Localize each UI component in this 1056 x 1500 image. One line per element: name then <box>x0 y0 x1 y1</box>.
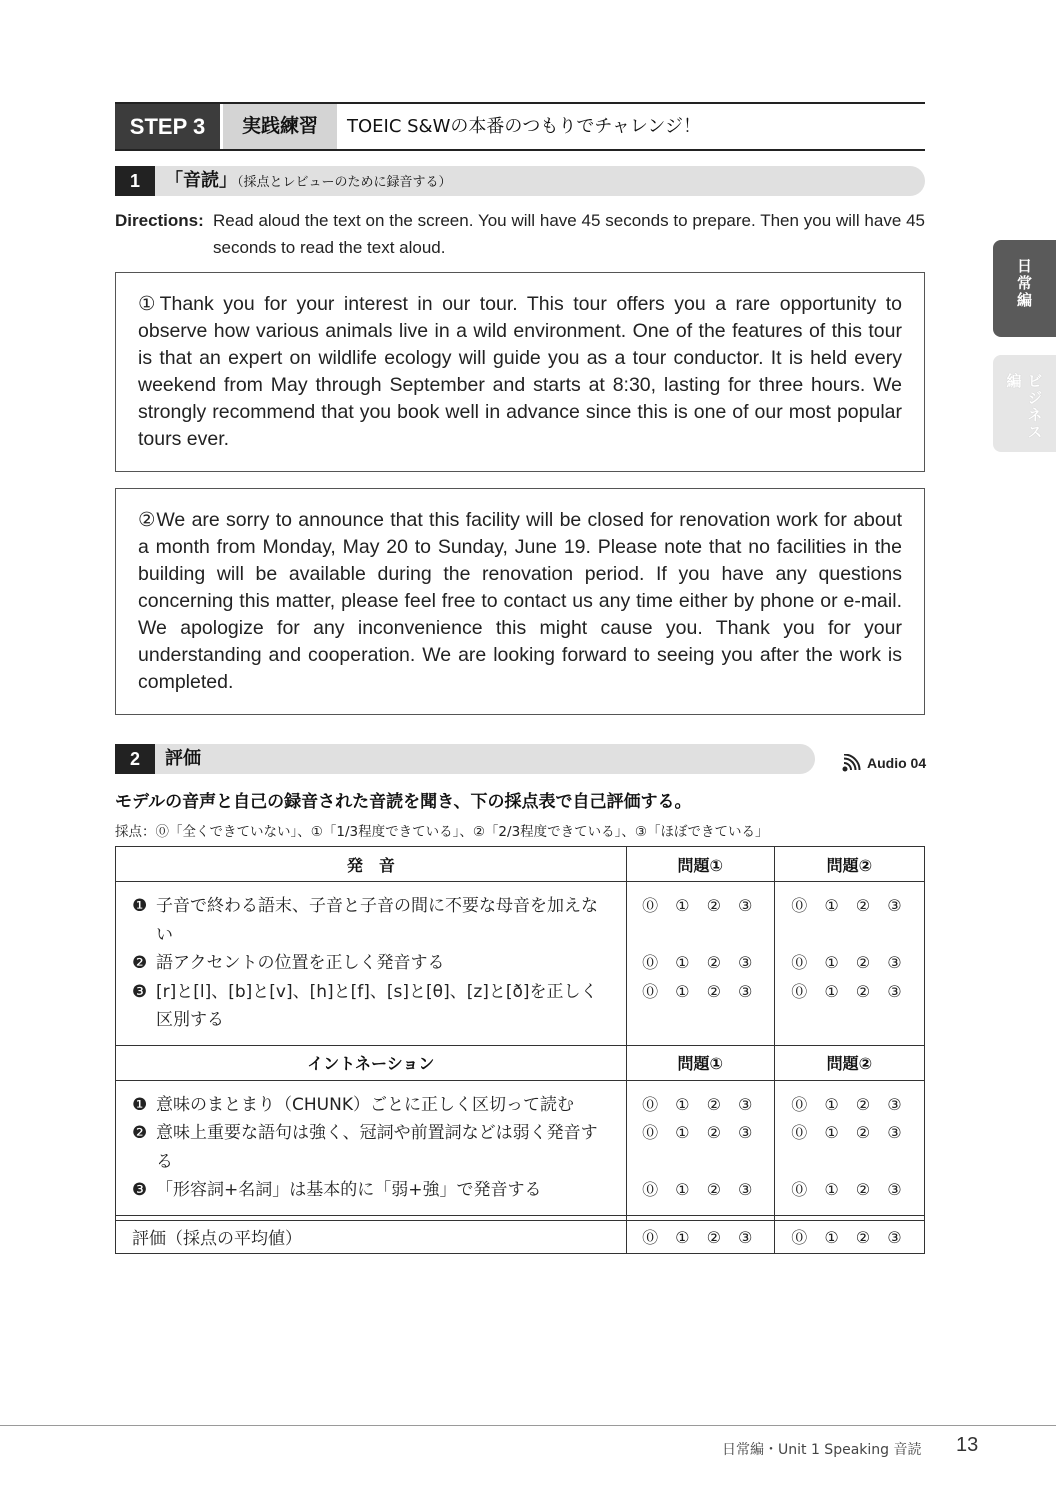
section-2-title: 評価 <box>165 748 201 769</box>
score-options[interactable]: ⓪ ① ② ③ <box>791 896 908 915</box>
pronunciation-header: 発 音 <box>116 847 627 882</box>
bullet: ❷ <box>132 1123 148 1143</box>
rating-table <box>115 846 925 1254</box>
section-1-bar <box>115 166 925 196</box>
section-2-number: 2 <box>115 744 155 774</box>
score-options[interactable]: ⓪ ① ② ③ <box>642 953 759 972</box>
pronunciation-items-row <box>116 882 925 1046</box>
score-options[interactable]: ⓪ ① ② ③ <box>642 896 759 915</box>
pronunciation-q2-header: 問題② <box>774 847 924 882</box>
passage-box-2 <box>115 488 925 715</box>
item-text: 「形容詞+名詞」は基本的に「弱+強」で発音する <box>156 1180 542 1200</box>
item-text: 意味のまとまり（CHUNK）ごとに正しく区切って読む <box>156 1094 574 1115</box>
score-options[interactable]: ⓪ ① ② ③ <box>642 1094 759 1114</box>
step-label: STEP 3 <box>115 104 220 149</box>
footer-running-title: 日常編・Unit 1 Speaking 音読 <box>722 1442 922 1458</box>
score-options[interactable]: ⓪ ① ② ③ <box>642 1123 759 1142</box>
directions-text: Read aloud the text on the screen. You will have 45 seconds to prepare. Then you will have 45 seconds to read the text aloud. <box>213 211 925 257</box>
passage-box-1 <box>115 272 925 472</box>
section-2-bar <box>115 744 815 774</box>
evaluation-instruction: モデルの音声と自己の録音された音読を聞き、下の採点表で自己評価する。 <box>115 792 692 812</box>
score-options[interactable]: ⓪ ① ② ③ <box>791 1123 908 1142</box>
page-number: 13 <box>956 1434 979 1456</box>
pronunciation-item-2 <box>132 949 612 978</box>
audio-label[interactable] <box>842 754 926 772</box>
intonation-items-row <box>116 1080 925 1215</box>
tab-business[interactable] <box>993 355 1056 452</box>
passage-1-text: ①Thank you for your interest in our tour. This tour offers you a rare opportunity to observe how various animals live in a wild environment. One of the features of this tour is that an expert on wildlife ecology will guide you as a tour conductor. It is held every weekend from May through September and starts at 8:30, lasting for three hours. We strongly recommend that you book well in advance since this is one of our most popular tours ever. <box>138 293 902 450</box>
summary-row <box>116 1220 925 1253</box>
tab-business-label: ビジネス編 <box>1004 373 1044 441</box>
score-options[interactable]: ⓪ ① ② ③ <box>642 981 759 1001</box>
audio-track: Audio 04 <box>867 755 927 771</box>
section-1-number: 1 <box>115 166 155 196</box>
score-options[interactable]: ⓪ ① ② ③ <box>791 1180 908 1199</box>
summary-label: 評価（採点の平均値） <box>116 1220 627 1253</box>
pronunciation-q2-scores <box>774 882 924 1046</box>
item-text: 語アクセントの位置を正しく発音する <box>156 953 445 973</box>
intonation-item-2 <box>132 1119 612 1176</box>
bullet: ❸ <box>132 981 148 1002</box>
pronunciation-header-row <box>116 847 925 882</box>
score-options[interactable]: ⓪ ① ② ③ <box>791 981 908 1001</box>
intonation-q1-header: 問題① <box>626 1045 774 1080</box>
intonation-items <box>116 1080 627 1215</box>
step-title: TOEIC S&Wの本番のつもりでチャレンジ！ <box>347 116 701 137</box>
step-subtitle: 実践練習 <box>223 104 337 149</box>
directions-label: Directions: <box>115 211 204 230</box>
footer-divider <box>0 1425 1056 1426</box>
item-text: 意味上重要な語句は強く、冠詞や前置詞などは弱く発音する <box>156 1123 598 1172</box>
item-text: [r]と[l]、[b]と[v]、[h]と[f]、[s]と[θ]、[z]と[ð]を正しく区別する <box>156 981 598 1030</box>
bullet: ❸ <box>132 1180 148 1200</box>
directions <box>115 207 925 261</box>
section-1-heading: 「音読」 <box>165 170 237 191</box>
intonation-header: イントネーション <box>116 1045 627 1080</box>
step-header <box>115 102 925 151</box>
pronunciation-q1-header: 問題① <box>626 847 774 882</box>
tab-daily[interactable] <box>993 240 1056 337</box>
pronunciation-items <box>116 882 627 1046</box>
score-options[interactable]: ⓪ ① ② ③ <box>791 1094 908 1114</box>
intonation-q2-header: 問題② <box>774 1045 924 1080</box>
tab-daily-label: 日常編 <box>1015 258 1033 309</box>
summary-q2-score[interactable]: ⓪ ① ② ③ <box>774 1220 924 1253</box>
pronunciation-item-3 <box>132 978 612 1035</box>
bullet: ❶ <box>132 896 148 916</box>
score-options[interactable]: ⓪ ① ② ③ <box>791 953 908 972</box>
summary-q1-score[interactable]: ⓪ ① ② ③ <box>626 1220 774 1253</box>
bullet: ❷ <box>132 953 148 973</box>
intonation-q2-scores <box>774 1080 924 1215</box>
score-options[interactable]: ⓪ ① ② ③ <box>642 1180 759 1199</box>
item-text: 子音で終わる語末、子音と子音の間に不要な母音を加えない <box>156 896 598 945</box>
bullet: ❶ <box>132 1094 148 1115</box>
section-1-title <box>165 166 452 196</box>
intonation-item-1 <box>132 1091 612 1120</box>
pronunciation-q1-scores <box>626 882 774 1046</box>
intonation-item-3 <box>132 1176 612 1205</box>
section-1-note: （採点とレビューのために録音する） <box>237 175 452 190</box>
intonation-q1-scores <box>626 1080 774 1215</box>
scoring-legend: 採点：⓪「全くできていない」、①「1/3程度できている」、②「2/3程度できている」、③「ほぼできている」 <box>115 824 769 840</box>
intonation-header-row <box>116 1045 925 1080</box>
audio-wave-icon <box>842 754 864 772</box>
passage-2-text: ②We are sorry to announce that this facility will be closed for renovation work for about a month from Monday, May 20 to Sunday, June 19. Please note that no facilities in the building will be available during the renovation period. If you have any questions concerning this matter, please feel free to contact us any time either by phone or e-mail. We apologize for any inconvenience this might cause you. Thank you for your understanding and cooperation. We are looking forward to seeing you after the work is completed. <box>138 509 902 693</box>
pronunciation-item-1 <box>132 892 612 949</box>
